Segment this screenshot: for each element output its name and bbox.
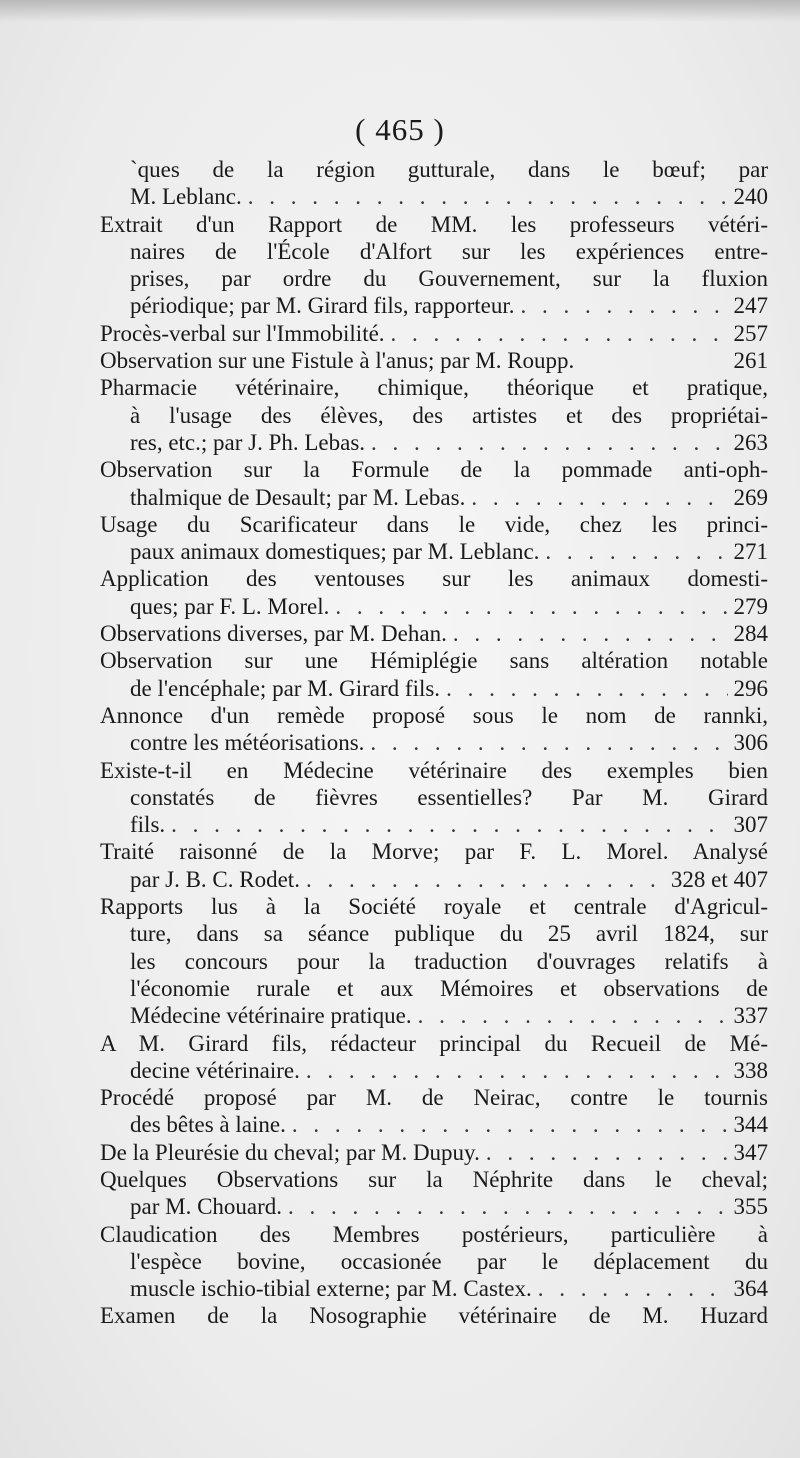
toc-entry-final-line <box>100 1002 768 1029</box>
toc-entry-line: Application des ventouses sur les animaux domesti- <box>100 566 768 592</box>
toc-entry-title-end: Observation sur une Fistule à l'anus; par M. Roupp. <box>100 348 575 374</box>
toc-entry <box>100 838 768 893</box>
toc-entry <box>100 211 768 320</box>
dot-leader <box>446 675 727 702</box>
table-of-contents <box>100 156 768 1330</box>
dot-leader <box>248 183 728 210</box>
toc-entry-final-line <box>100 484 768 511</box>
toc-entry <box>100 1302 768 1329</box>
toc-entry-line: Extrait d'un Rapport de MM. les professeurs vétéri- <box>100 211 768 237</box>
toc-entry-title-end: des bêtes à laine. <box>130 1112 286 1138</box>
toc-entry-line: Procédé proposé par M. de Neirac, contre le tournis <box>100 1085 768 1111</box>
dot-leader <box>288 1193 727 1220</box>
toc-page-reference: 328 et 407 <box>670 866 768 892</box>
toc-entry-final-line <box>100 593 768 620</box>
dot-leader <box>453 620 728 647</box>
toc-entry <box>100 374 768 456</box>
toc-entry-line: Observation sur une Hémiplégie sans altération notable <box>100 648 768 674</box>
toc-entry-line: constatés de fièvres essentielles? Par M. Girard <box>130 784 768 810</box>
toc-entry <box>100 565 768 620</box>
toc-entry <box>100 456 768 511</box>
toc-entry-final-line <box>100 347 768 374</box>
dot-leader <box>335 593 727 620</box>
toc-entry-title-end: périodique; par M. Girard fils, rapporteur. <box>130 293 515 319</box>
toc-entry-final-line <box>100 675 768 702</box>
toc-entry-title-end: par M. Chouard. <box>130 1194 283 1220</box>
dot-leader <box>545 538 727 565</box>
page-number: ( 465 ) <box>355 112 445 147</box>
toc-entry-line: Pharmacie vétérinaire, chimique, théorique et pratique, <box>100 375 768 401</box>
toc-entry-final-line <box>100 1193 768 1220</box>
toc-entry <box>100 893 768 1029</box>
toc-entry <box>100 320 768 347</box>
toc-entry-line: prises, par ordre du Gouvernement, sur la fluxion <box>130 266 768 292</box>
toc-entry-title-end: par J. B. C. Rodet. <box>130 866 300 892</box>
dot-leader <box>292 1111 728 1138</box>
toc-entry-line: Traité raisonné de la Morve; par F. L. Morel. Analysé <box>100 839 768 865</box>
dot-leader <box>391 320 728 347</box>
toc-page-reference: 347 <box>733 1139 768 1165</box>
toc-entry <box>100 156 768 211</box>
toc-entry <box>100 511 768 566</box>
toc-entry-title-end: De la Pleurésie du cheval; par M. Dupuy. <box>100 1139 480 1165</box>
toc-page-reference: 263 <box>733 429 768 455</box>
toc-entry-final-line <box>100 292 768 319</box>
toc-entry-title-end: Médecine vétérinaire pratique. <box>130 1003 412 1029</box>
torn-top-edge <box>0 0 800 22</box>
toc-entry-line: Claudication des Membres postérieurs, particulière à <box>100 1221 768 1247</box>
toc-entry-final-line <box>100 429 768 456</box>
toc-page-reference: 306 <box>733 730 768 756</box>
toc-page-reference: 307 <box>733 812 768 838</box>
toc-entry-title-end: paux animaux domestiques; par M. Leblanc. <box>130 539 540 565</box>
toc-entry-title-end: Observations diverses, par M. Dehan. <box>100 621 447 647</box>
toc-entry <box>100 647 768 702</box>
dot-leader <box>538 1275 728 1302</box>
toc-entry-line: Annonce d'un remède proposé sous le nom de rannki, <box>100 702 768 728</box>
toc-entry-title-end: contre les météorisations. <box>130 730 365 756</box>
dot-leader <box>370 729 727 756</box>
toc-entry-final-line <box>100 811 768 838</box>
toc-entry-line: `ques de la région gutturale, dans le bœuf; par <box>130 157 768 182</box>
toc-page-reference: 364 <box>733 1276 768 1302</box>
toc-entry-line: ture, dans sa séance publique du 25 avril 1824, sur <box>130 921 768 947</box>
toc-entry-line: l'économie rurale et aux Mémoires et observations de <box>130 975 768 1001</box>
toc-entry-line: Existe-t-il en Médecine vétérinaire des exemples bien <box>100 757 768 783</box>
dot-leader <box>306 866 665 893</box>
toc-entry-final-line <box>100 1057 768 1084</box>
toc-entry-title-end: thalmique de Desault; par M. Lebas. <box>130 484 466 510</box>
toc-page-reference: 240 <box>733 184 768 210</box>
toc-page-reference: 271 <box>733 539 768 565</box>
toc-entry <box>100 1139 768 1166</box>
toc-page-reference: 284 <box>733 621 768 647</box>
toc-entry-line: Rapports lus à la Société royale et centrale d'Agricul- <box>100 894 768 920</box>
toc-page-reference: 269 <box>733 484 768 510</box>
dot-leader <box>418 1002 728 1029</box>
toc-entry-final-line <box>100 183 768 210</box>
toc-entry-final-line <box>100 538 768 565</box>
toc-page-reference: 344 <box>733 1112 768 1138</box>
toc-entry-title-end: ques; par F. L. Morel. <box>130 593 330 619</box>
toc-entry <box>100 702 768 757</box>
dot-leader <box>486 1139 728 1166</box>
toc-entry-line: à l'usage des élèves, des artistes et des propriétai- <box>130 402 768 428</box>
toc-entry-line: l'espèce bovine, occasionée par le déplacement du <box>130 1248 768 1274</box>
toc-entry-title-end: M. Leblanc. <box>130 184 242 210</box>
dot-leader <box>471 484 727 511</box>
dot-leader <box>521 292 728 319</box>
toc-entry <box>100 1084 768 1139</box>
toc-entry-title-end: fils. <box>130 812 166 838</box>
toc-entry-line: Usage du Scarificateur dans le vide, chez les princi- <box>100 511 768 537</box>
dot-leader <box>306 1057 728 1084</box>
toc-entry-line: A M. Girard fils, rédacteur principal du Recueil de Mé- <box>100 1030 768 1056</box>
toc-entry <box>100 620 768 647</box>
toc-page-reference: 247 <box>733 293 768 319</box>
toc-entry <box>100 1030 768 1085</box>
toc-entry-title-end: Procès-verbal sur l'Immobilité. <box>100 320 385 346</box>
toc-entry-title-end: decine vétérinaire. <box>130 1057 300 1083</box>
toc-entry-final-line <box>100 320 768 347</box>
toc-entry-line: les concours pour la traduction d'ouvrages relatifs à <box>130 948 768 974</box>
toc-entry-line: Observation sur la Formule de la pommade anti-oph- <box>100 457 768 483</box>
toc-entry <box>100 1221 768 1303</box>
toc-entry-line: naires de l'École d'Alfort sur les expériences entre- <box>130 238 768 264</box>
toc-page-reference: 355 <box>733 1194 768 1220</box>
toc-page-reference: 296 <box>733 675 768 701</box>
toc-entry-final-line <box>100 1275 768 1302</box>
toc-page-reference: 338 <box>733 1057 768 1083</box>
toc-entry-final-line <box>100 620 768 647</box>
dot-leader <box>371 429 727 456</box>
toc-entry-line: Quelques Observations sur la Néphrite dans le cheval; <box>100 1166 768 1192</box>
toc-entry-line: Examen de la Nosographie vétérinaire de M. Huzard <box>100 1303 768 1329</box>
toc-entry <box>100 1166 768 1221</box>
toc-entry <box>100 757 768 839</box>
toc-entry-title-end: res, etc.; par J. Ph. Lebas. <box>130 429 366 455</box>
toc-page-reference: 257 <box>733 320 768 346</box>
toc-entry-final-line <box>100 866 768 893</box>
toc-page-reference: 279 <box>733 593 768 619</box>
toc-entry <box>100 347 768 374</box>
toc-page-reference: 337 <box>733 1003 768 1029</box>
toc-entry-title-end: muscle ischio-tibial externe; par M. Castex. <box>130 1276 532 1302</box>
toc-entry-title-end: de l'encéphale; par M. Girard fils. <box>130 675 441 701</box>
dot-leader <box>171 811 727 838</box>
toc-entry-final-line <box>100 1139 768 1166</box>
toc-entry-final-line <box>100 729 768 756</box>
toc-page-reference: 261 <box>733 348 768 374</box>
toc-entry-final-line <box>100 1111 768 1138</box>
